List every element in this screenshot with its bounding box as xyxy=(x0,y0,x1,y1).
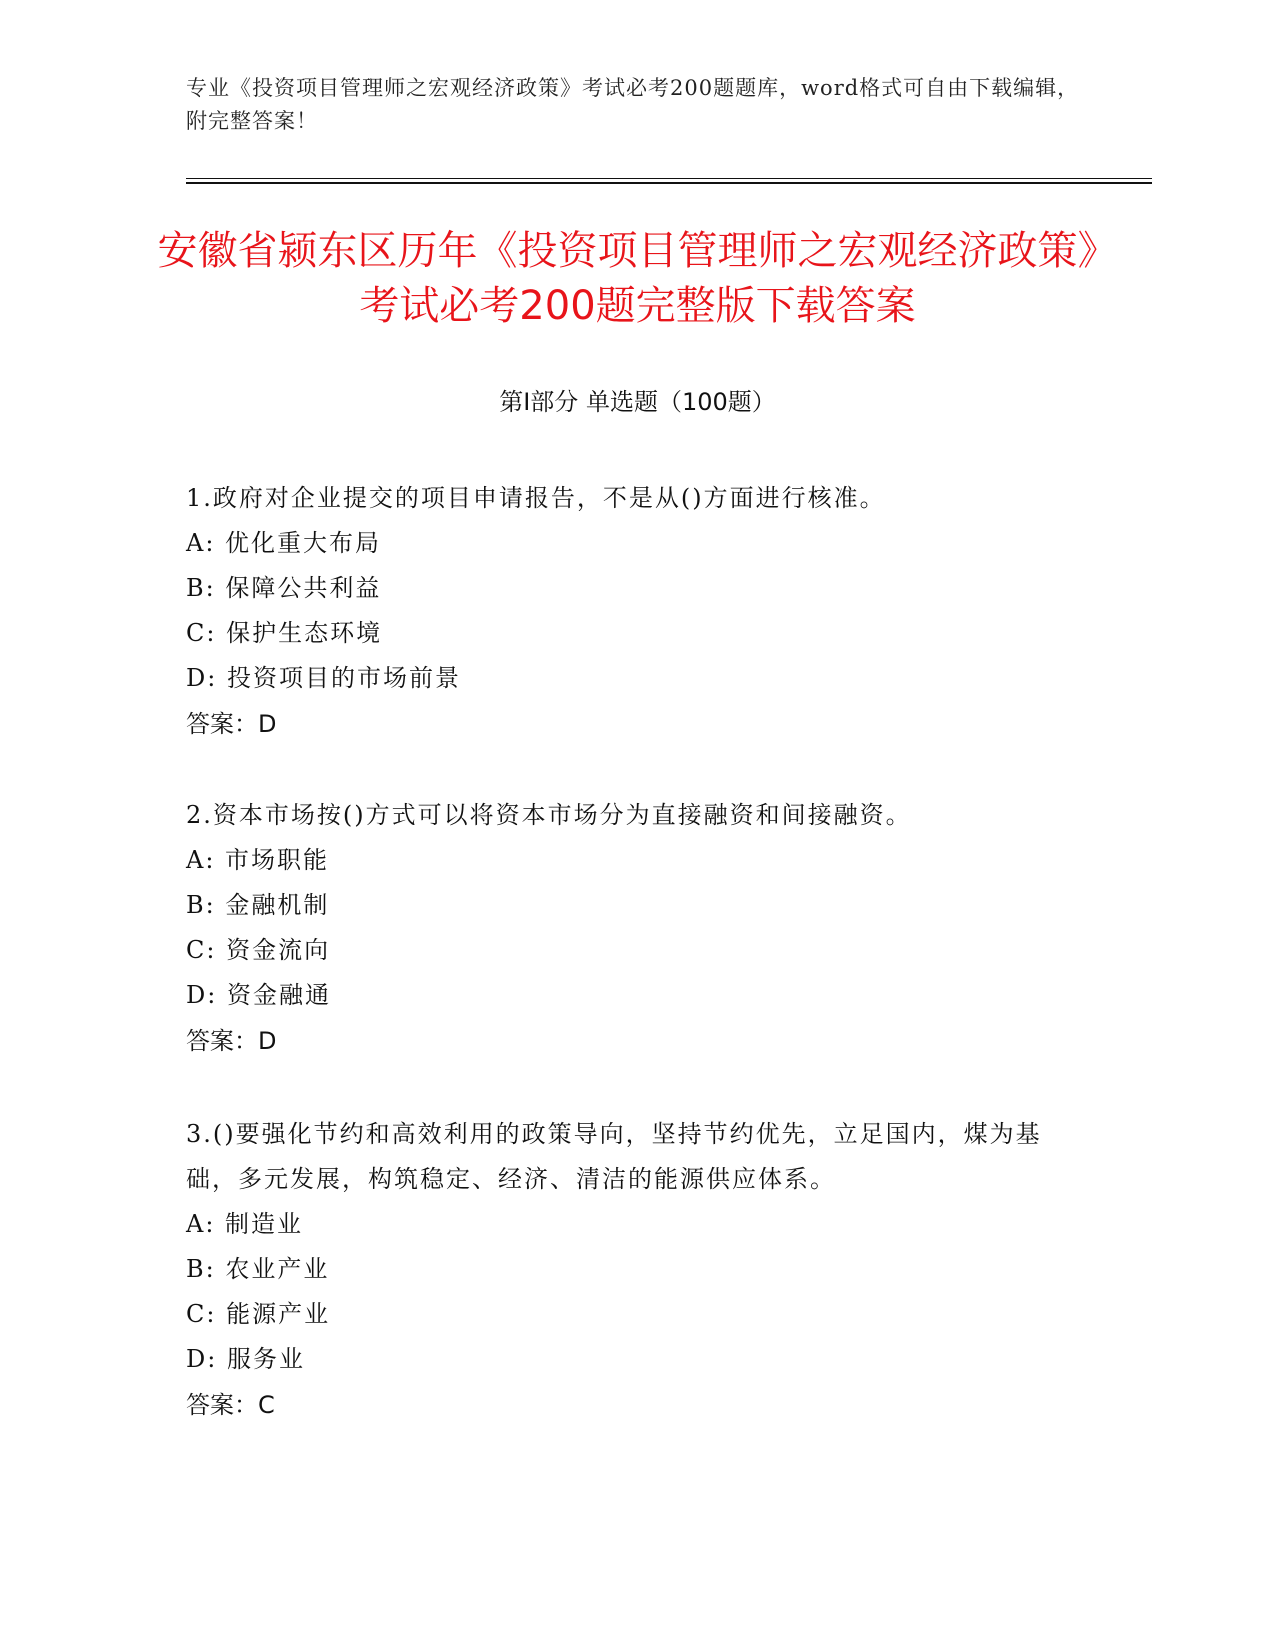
answer-line: 答案：D xyxy=(186,1027,277,1055)
option-d: D: 服务业 xyxy=(186,1345,305,1373)
header-divider-thin xyxy=(186,178,1152,179)
header-note: 专业《投资项目管理师之宏观经济政策》考试必考200题题库，word格式可自由下载编辑，附完整答案！ xyxy=(186,76,1080,133)
section-heading: 第Ⅰ部分 单选题（100题） xyxy=(499,388,776,416)
question-stem: 2.资本市场按()方式可以将资本市场分为直接融资和间接融资。 xyxy=(186,801,912,829)
question-stem: 3.()要强化节约和高效利用的政策导向，坚持节约优先，立足国内，煤为基础，多元发展，构筑稳定、经济、清洁的能源供应体系。 xyxy=(186,1120,1042,1193)
document-title: 安徽省颍东区历年《投资项目管理师之宏观经济政策》考试必考200题完整版下载答案 xyxy=(157,228,1118,329)
question-stem: 1.政府对企业提交的项目申请报告，不是从()方面进行核准。 xyxy=(186,484,886,512)
option-d: D: 资金融通 xyxy=(186,981,331,1009)
option-a: A: 市场职能 xyxy=(186,846,330,874)
option-b: B: 保障公共利益 xyxy=(186,574,382,602)
question-2 xyxy=(186,793,1086,1064)
option-c: C: 能源产业 xyxy=(186,1300,331,1328)
question-3 xyxy=(186,1112,1086,1428)
answer-line: 答案：C xyxy=(186,1391,275,1419)
answer-line: 答案：D xyxy=(186,710,277,738)
option-a: A: 制造业 xyxy=(186,1210,304,1238)
option-c: C: 保护生态环境 xyxy=(186,619,383,647)
option-b: B: 金融机制 xyxy=(186,891,330,919)
option-c: C: 资金流向 xyxy=(186,936,331,964)
header-divider-thick xyxy=(186,182,1152,184)
option-b: B: 农业产业 xyxy=(186,1255,330,1283)
option-d: D: 投资项目的市场前景 xyxy=(186,664,461,692)
option-a: A: 优化重大布局 xyxy=(186,529,382,557)
question-1 xyxy=(186,476,1086,747)
